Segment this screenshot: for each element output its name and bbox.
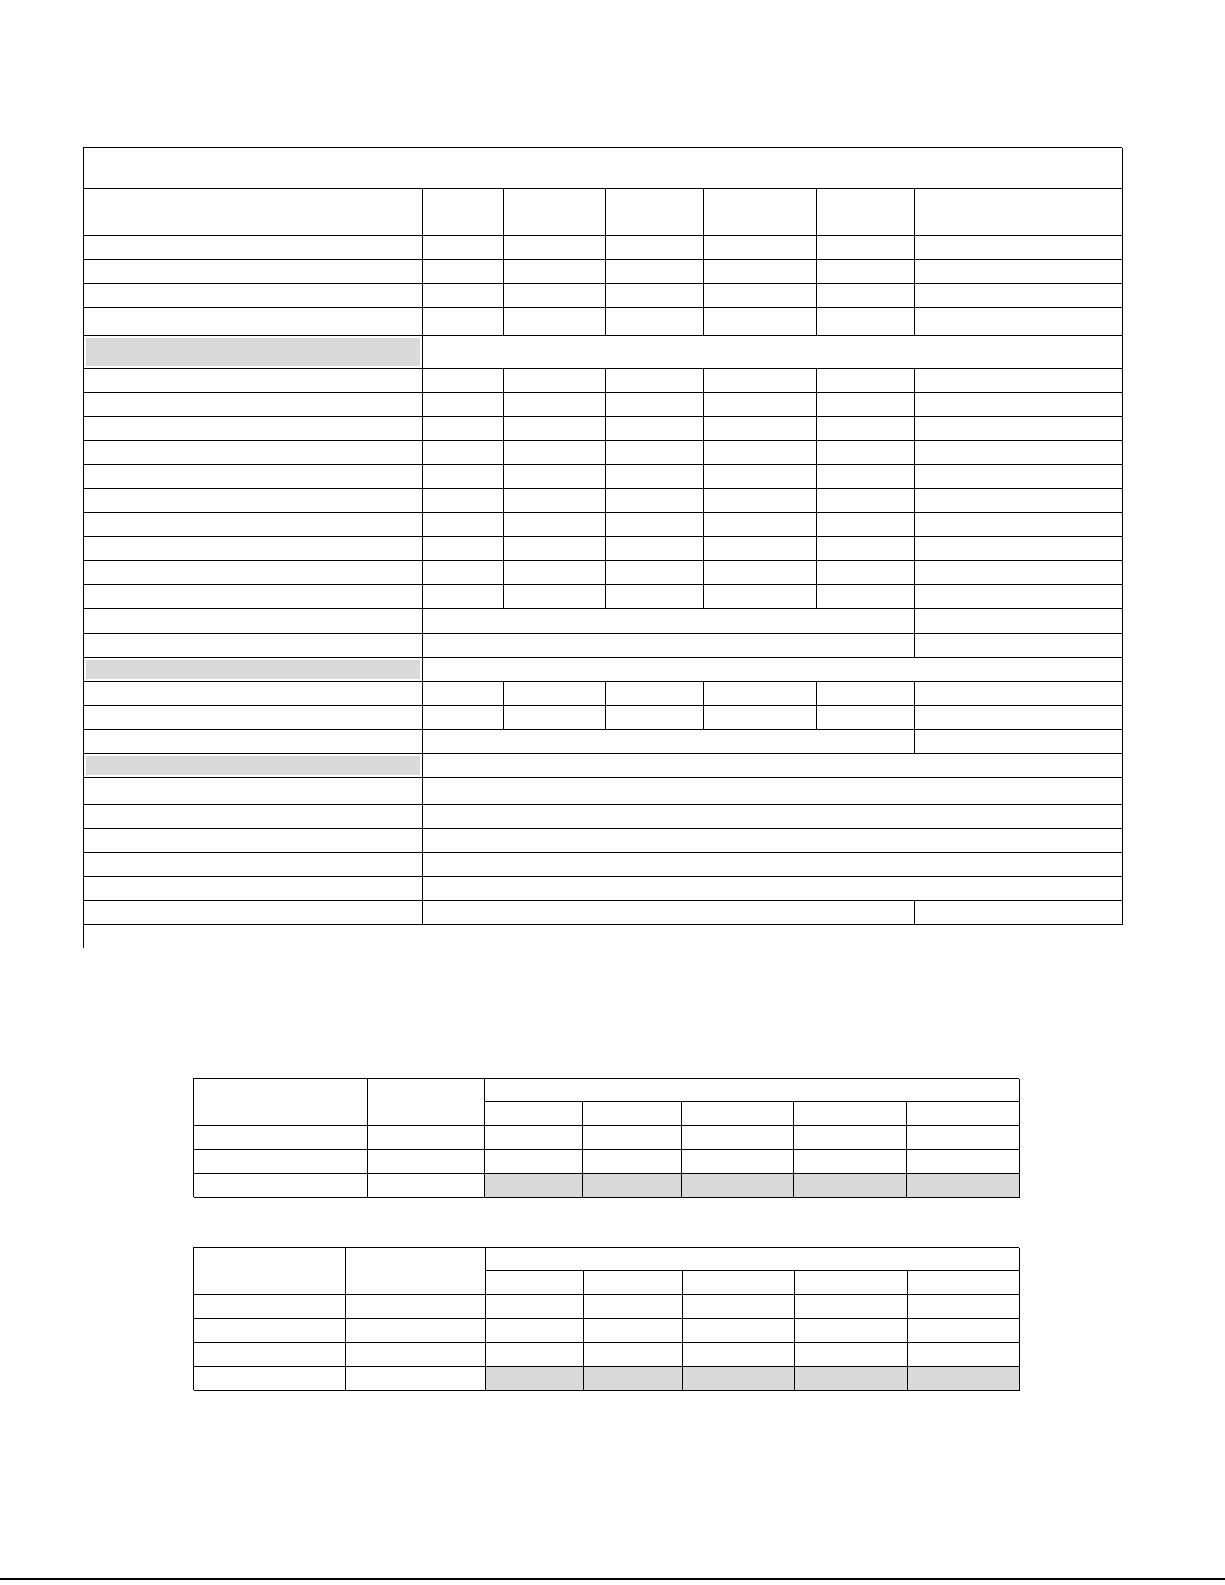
merged-cell [423,805,1123,829]
row-label-cell [84,417,423,441]
table-cell [817,513,915,537]
table-cell [606,393,704,417]
merged-cell [423,634,915,658]
table-cell [704,561,817,585]
table-cell [817,489,915,513]
table-cell [423,369,504,393]
table-cell [606,465,704,489]
table-cell [907,1126,1020,1150]
header-cell [194,1079,368,1126]
merged-cell [423,754,1123,778]
table-cell [704,260,817,284]
row-label-cell [84,585,423,609]
header-cell [368,1079,485,1126]
table-cell [606,284,704,308]
subheader-cell [794,1102,907,1126]
subheader-cell [682,1102,794,1126]
table-cell [817,189,915,236]
table-cell [915,513,1123,537]
table-cell [915,730,1123,754]
row-label-cell [84,284,423,308]
table-cell [504,189,606,236]
header-group-cell [485,1079,1020,1102]
table-cell [504,417,606,441]
table-cell [704,682,817,706]
table-cell [915,609,1123,634]
table-cell [915,634,1123,658]
table-cell [915,308,1123,336]
table-cell [908,1295,1020,1319]
merged-cell [423,336,1123,369]
page-bottom-rule [0,1578,1225,1580]
table-cell [504,308,606,336]
table-cell [683,1319,795,1343]
table-cell [795,1319,908,1343]
table-cell [423,489,504,513]
row-label-cell [84,441,423,465]
merged-cell [423,730,915,754]
row-label-cell [84,369,423,393]
table-cell [583,1126,682,1150]
row-label-cell [84,609,423,634]
table-cell [794,1150,907,1174]
subheader-cell [795,1271,908,1295]
table-cell [346,1319,486,1343]
table-cell [915,189,1123,236]
table-cell [423,189,504,236]
section-label-shade [86,338,420,366]
table-cell [368,1150,485,1174]
table-cell [423,441,504,465]
table-cell [504,561,606,585]
table-cell [915,489,1123,513]
table-cell [704,537,817,561]
table-cell [606,537,704,561]
row-label-cell [194,1319,346,1343]
section-label-shade [86,756,420,775]
section-label-cell [84,336,423,369]
header-cell [194,1248,346,1295]
table-cell [817,393,915,417]
table-cell [817,308,915,336]
table-cell [504,369,606,393]
table-cell [817,561,915,585]
subheader-cell [907,1102,1020,1126]
table-cell [504,236,606,260]
table-cell [606,417,704,441]
row-label-cell [84,308,423,336]
table-cell [368,1174,485,1198]
table-cell [704,706,817,730]
row-label-cell [84,489,423,513]
row-label-cell [84,634,423,658]
table-cell [423,308,504,336]
table-cell [817,284,915,308]
subheader-cell [485,1102,583,1126]
row-label-cell [84,393,423,417]
table-cell [583,1174,682,1198]
row-label-cell [84,706,423,730]
table-cell [368,1126,485,1150]
table-cell [346,1343,486,1367]
table-cell [704,465,817,489]
table-cell [584,1367,683,1391]
table-cell [682,1126,794,1150]
row-label-cell [84,260,423,284]
table-cell [704,417,817,441]
row-label-cell [84,465,423,489]
row-label-cell [194,1126,368,1150]
table-cell [584,1343,683,1367]
table-cell [915,417,1123,441]
summary-table-1 [193,1078,1019,1197]
table-cell [423,706,504,730]
table-cell [908,1319,1020,1343]
table-cell [486,1295,584,1319]
table-cell [794,1126,907,1150]
table-cell [485,1174,583,1198]
row-label-cell [84,853,423,877]
row-label-cell [84,561,423,585]
table-cell [795,1367,908,1391]
table-cell [485,1150,583,1174]
table-cell [606,682,704,706]
table-cell [817,441,915,465]
main-form-table [83,147,1122,948]
table-cell [704,513,817,537]
row-label-cell [84,730,423,754]
table-cell [606,260,704,284]
table-cell [606,585,704,609]
table-cell [606,189,704,236]
table-cell [794,1174,907,1198]
subheader-cell [486,1271,584,1295]
table-cell [915,369,1123,393]
merged-cell [423,853,1123,877]
table-cell [606,706,704,730]
table-cell [606,236,704,260]
table-cell [346,1295,486,1319]
merged-cell [423,877,1123,901]
table-cell [704,489,817,513]
header-group-cell [486,1248,1020,1271]
table-cell [915,706,1123,730]
table-cell [817,369,915,393]
row-label-cell [194,1295,346,1319]
table-cell [423,260,504,284]
row-label-cell [84,189,423,236]
table-cell [606,561,704,585]
table-cell [504,706,606,730]
section-label-cell [84,754,423,778]
table-cell [504,682,606,706]
table-cell [704,585,817,609]
table-cell [423,465,504,489]
table-cell [915,393,1123,417]
table-cell [423,561,504,585]
row-label-cell [84,829,423,853]
table-cell [423,284,504,308]
section-label-cell [84,658,423,682]
table-cell [486,1319,584,1343]
table-cell [704,441,817,465]
table-cell [606,489,704,513]
subheader-cell [583,1102,682,1126]
subheader-cell [584,1271,683,1295]
table-cell [682,1150,794,1174]
merged-cell [423,829,1123,853]
header-cell [346,1248,486,1295]
section-label-shade [86,660,420,679]
table-cell [606,513,704,537]
table-cell [817,537,915,561]
table-cell [795,1343,908,1367]
table-cell [795,1295,908,1319]
row-label-cell [84,537,423,561]
table-cell [907,1150,1020,1174]
table-cell [915,236,1123,260]
table-cell [704,189,817,236]
table-cell [704,284,817,308]
row-label-cell [84,236,423,260]
table-cell [683,1367,795,1391]
table-cell [504,585,606,609]
table-cell [907,1174,1020,1198]
row-label-cell [84,877,423,901]
table-cell [485,1126,583,1150]
row-label-cell [84,901,423,925]
merged-cell [423,609,915,634]
table-cell [915,537,1123,561]
table-cell [423,417,504,441]
table-cell [584,1295,683,1319]
table-cell [346,1367,486,1391]
merged-cell [423,778,1123,805]
table-cell [915,441,1123,465]
table-cell [504,284,606,308]
table-cell [504,489,606,513]
table-cell [817,585,915,609]
table-cell [915,682,1123,706]
row-label-cell [194,1367,346,1391]
table-cell [682,1174,794,1198]
row-label-cell [84,805,423,829]
table-cell [908,1343,1020,1367]
table-cell [423,513,504,537]
table-cell [915,260,1123,284]
row-label-cell [84,513,423,537]
table-cell [423,682,504,706]
row-label-cell [194,1174,368,1198]
table-cell [915,585,1123,609]
table-cell [504,537,606,561]
table-cell [915,465,1123,489]
row-label-cell [84,682,423,706]
form-title-cell [84,148,1123,189]
summary-table-2 [193,1247,1019,1390]
table-cell [504,513,606,537]
table-cell [423,393,504,417]
table-cell [606,441,704,465]
table-cell [583,1150,682,1174]
table-cell [423,537,504,561]
table-cell [915,901,1123,925]
table-cell [817,260,915,284]
merged-cell [423,901,915,925]
row-label-cell [194,1343,346,1367]
table-cell [423,236,504,260]
merged-cell [423,658,1123,682]
table-cell [704,393,817,417]
table-cell [817,417,915,441]
table-cell [486,1367,584,1391]
table-cell [606,369,704,393]
table-cell [423,585,504,609]
row-label-cell [194,1150,368,1174]
table-cell [817,706,915,730]
table-cell [704,369,817,393]
table-cell [817,682,915,706]
table-cell [584,1319,683,1343]
table-cell [504,393,606,417]
table-cell [504,441,606,465]
table-cell [915,561,1123,585]
table-cell [504,260,606,284]
table-cell [908,1367,1020,1391]
subheader-cell [683,1271,795,1295]
table-cell [817,236,915,260]
table-cell [683,1295,795,1319]
table-cell [486,1343,584,1367]
table-cell [915,284,1123,308]
table-cell [704,236,817,260]
table-cell [704,308,817,336]
table-cell [817,465,915,489]
subheader-cell [908,1271,1020,1295]
table-cell [606,308,704,336]
row-label-cell [84,778,423,805]
table-cell [504,465,606,489]
table-cell [683,1343,795,1367]
